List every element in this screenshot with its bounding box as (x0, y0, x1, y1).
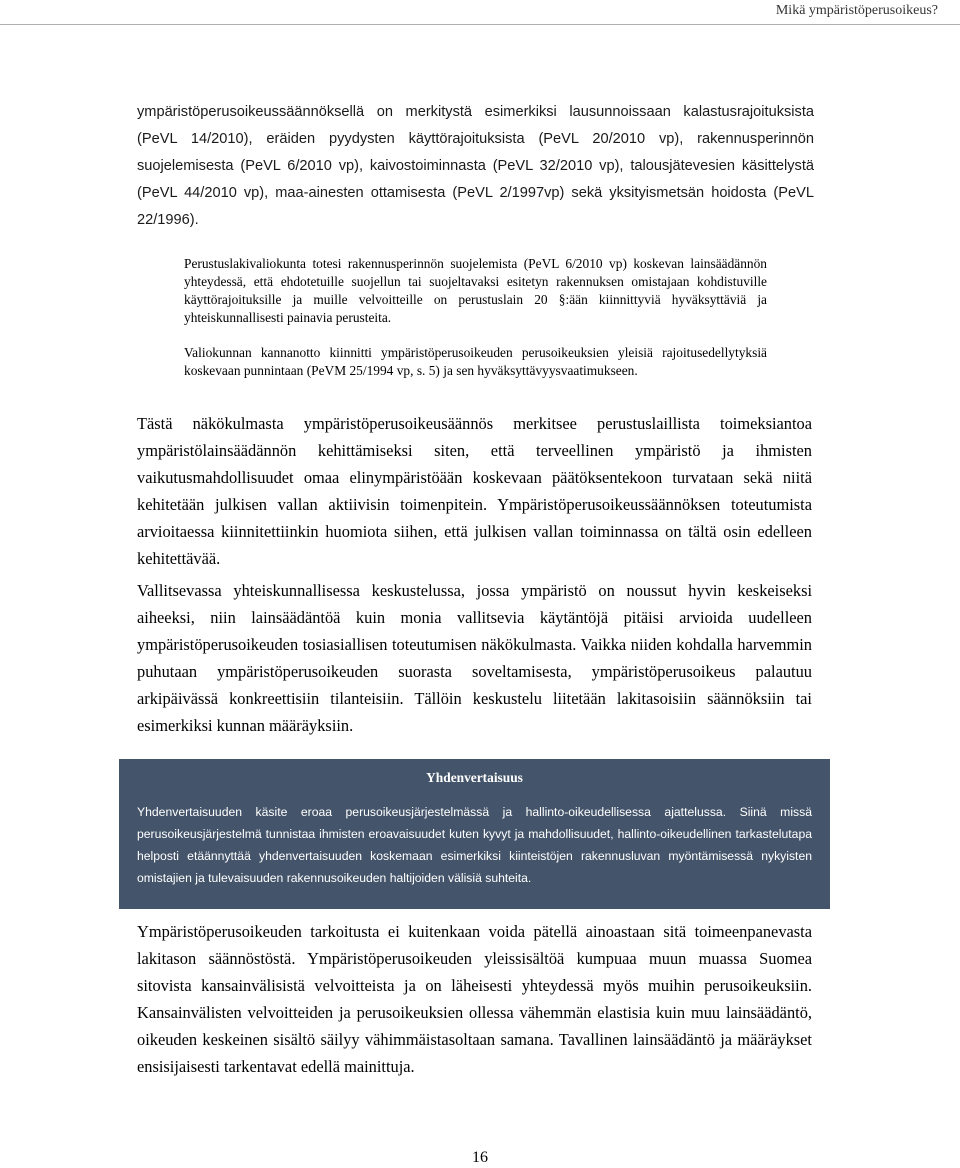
body-paragraph: Ympäristöperusoikeuden tarkoitusta ei kuitenkaan voida pätellä ainoastaan sitä toimeenpanevasta lakitason säännöstöstä. Ympäristöperusoikeuden yleissisältöä kumpuaa muun muassa Suomea sitovista kansainvälisistä velvoitteista ja on läheisesti yhteydessä myös muihin perusoikeuksiin. Kansainvälisten velvoitteiden ja perusoikeuksien ollessa vähemmän elastisia kuin muu lainsäädäntö, oikeuden keskeinen sisältö säilyy vähimmäistasoltaan samana. Tavallinen lainsäädäntö ja määräykset ensisijaisesti tarkentavat edellä mainittuja. (137, 922, 812, 1076)
body-paragraph: Tästä näkökulmasta ympäristöperusoikeusäännös merkitsee perustuslaillista toimeksiantoa ympäristölainsäädännön kehittämiseksi siten, että terveellinen ympäristö ja ihmisten vaikutusmahdollisuudet omaa elinympäristöään koskevaan päätöksentekoon turvataan sekä niitä kehitetään julkisen vallan aktiivisin toimenpitein. Ympäristöperusoikeussäännöksen toteutumista arvioitaessa kiinnitettiinkin huomiota siihen, että julkisen vallan toiminnassa on tältä osin edelleen kehitettävää. (137, 414, 812, 568)
page-number: 16 (472, 1149, 488, 1166)
running-header: Mikä ympäristöperusoikeus? (775, 3, 938, 18)
body-paragraph: Vallitsevassa yhteiskunnallisessa keskustelussa, jossa ympäristö on noussut hyvin keskeiseksi aiheeksi, niin lainsäädäntöä kuin monia vallitsevia käytäntöjä pitäisi arvioida uudelleen ympäristöperusoikeuden tosiasiallisen toteutumisen näkökulmasta. Vaikka niiden kohdalla harvemmin puhutaan ympäristöperusoikeuden suorasta soveltamisesta, ympäristöperusoikeus palautuu arkipäivässä konkreettisiin tilanteisiin. Tällöin keskustelu liitetään lakitasoisiin säännöksiin tai esimerkiksi kunnan määräyksiin. (137, 581, 812, 735)
quote-paragraph: Perustuslakivaliokunta totesi rakennusperinnön suojelemista (PeVL 6/2010 vp) koskevan lainsäädännön yhteydessä, että ehdotetuille suojellun tai suojeltavaksi esitetyn rakennuksen omistajaan kohdistuville käyttörajoituksille ja muille velvoitteille on perustuslain 20 §:ään kiinnittyviä hyväksyttäviä ja yhteiskunnallisesti painavia perusteita. (184, 256, 767, 325)
info-box-title: Yhdenvertaisuus (426, 770, 523, 785)
intro-paragraph: ympäristöperusoikeussäännöksellä on merkitystä esimerkiksi lausunnoissaan kalastusrajoituksista (PeVL 14/2010), eräiden pyydysten käyttörajoituksista (PeVL 20/2010 vp), rakennusperinnön suojelemisesta (PeVL 6/2010 vp), kaivostoiminnasta (PeVL 32/2010 vp), talousjätevesien käsittelystä (PeVL 44/2010 vp), maa-ainesten ottamisesta (PeVL 2/1997vp) sekä yksityismetsän hoidosta (PeVL 22/1996). (137, 104, 814, 228)
header-rule (0, 24, 960, 25)
quote-paragraph: Valiokunnan kannanotto kiinnitti ympäristöperusoikeuden perusoikeuksien yleisiä rajoitusedellytyksiä koskevaan punnintaan (PeVM 25/1994 vp, s. 5) ja sen hyväksyttävyysvaatimukseen. (184, 345, 767, 378)
info-box (119, 759, 830, 909)
info-box-text: Yhdenvertaisuuden käsite eroaa perusoikeusjärjestelmässä ja hallinto-oikeudellisessa ajattelussa. Siinä missä perusoikeusjärjestelmä tunnistaa ihmisten eroavaisuudet kuten kyvyt ja mahdollisuudet, hallinto-oikeudellinen tarkastelutapa helposti etäännyttää yhdenvertaisuuden koskemaan esimerkiksi kiinteistöjen rakennusluvan myöntämisessä nykyisten omistajien ja tulevaisuuden rakennusoikeuden haltijoiden välisiä suhteita. (137, 805, 812, 885)
